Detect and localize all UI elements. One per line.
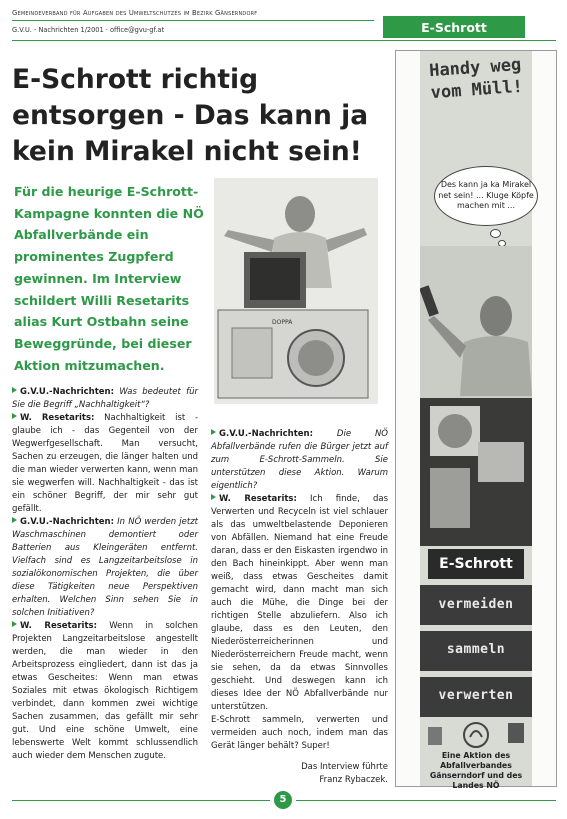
bullet-triangle-icon bbox=[211, 494, 216, 500]
speech-bubble: Des kann ja ka Mirakel net sein! ... Kluge Köpfe machen mit ... bbox=[434, 166, 538, 226]
section-tag: E-Schrott bbox=[383, 16, 525, 38]
bullet-triangle-icon bbox=[12, 413, 17, 419]
article-photo bbox=[214, 178, 378, 404]
poster-slogan bbox=[419, 53, 534, 105]
text-column-right bbox=[211, 428, 388, 787]
footer-line-left bbox=[12, 800, 270, 801]
header-divider bbox=[12, 20, 374, 21]
answer-text: Ich finde, das Verwerten und Recyceln ist viel schlauer als das umweltbelastende Deponieren von Abfällen. Niemand hat eine Freude daran, dass er den Eiskasten irgendwo in den Bach hineinkippt. Aber wenn man weiß, dass etwas Gescheites damit gemacht wird, dann macht man sich auch die Mühe, die Dinge bei der richtigen Stelle abzuliefern. Also ich glaube, dass es den Leuten, den Niederösterreicherinnen und Niederösterreichern Freude macht, wenn sie sehen, da da etwas Sinnvolles geschieht. Und deswegen kann ich dieses Idee der NÖ Abfallverbände nur unterstützen. bbox=[211, 494, 389, 712]
header-divider-bottom bbox=[12, 40, 556, 41]
noe-logo-icon bbox=[508, 723, 524, 743]
poster-man-illustration bbox=[420, 246, 532, 546]
answer-1 bbox=[12, 412, 198, 516]
page-number: 5 bbox=[274, 791, 292, 809]
speaker-name: W. Resetarits: bbox=[20, 413, 95, 423]
answer-2 bbox=[12, 620, 198, 763]
article-lead: Für die heurige E-Schrott-Kampagne konnten die NÖ Abfallverbände ein prominentes Zugpferd gewinnen. Im Interview schildert Willi Resetarits alias Kurt Ostbahn seine Beweggründe, bei dieser Aktion mitzumachen. bbox=[14, 184, 204, 373]
question-3 bbox=[211, 428, 388, 493]
speaker-name: W. Resetarits: bbox=[20, 621, 97, 631]
bullet-triangle-icon bbox=[12, 387, 17, 393]
campaign-poster bbox=[420, 51, 534, 790]
noe-crest-icon bbox=[428, 727, 442, 745]
campaign-footer: Eine Aktion des Abfallverbandes Gänserndorf und des Landes NÖ bbox=[429, 751, 523, 790]
bullet-triangle-icon bbox=[211, 429, 216, 435]
answer-text: Nachhaltigkeit ist - glaube ich - das Gegenteil von der Wegwerfgesellschaft. Man versucht, Sachen zu erzeugen, die länger halten und die man wieder verwerten kann, wenn man sie wegwerfen will. Nachhaltigkeit - das ist ein schöner Begriff, der mir sehr gut gefällt. bbox=[12, 413, 199, 514]
bullet-triangle-icon bbox=[12, 517, 17, 523]
speaker-name: W. Resetarits: bbox=[219, 494, 297, 504]
photo-illustration bbox=[214, 178, 378, 404]
question-text: In NÖ werden jetzt Waschmaschinen demontiert oder Batterien aus Kleingeräten entfernt. Vielfach sind es Langzeitarbeitslose in sozialökonomischen Projekten, die über diese Tätigkeiten neue Perspektiven erhalten. Welchen Sinn sehen Sie in solchen Initiativen? bbox=[12, 517, 198, 618]
interviewer-name: Franz Rybaczek. bbox=[319, 775, 388, 785]
question-1 bbox=[12, 386, 198, 412]
question-2 bbox=[12, 516, 198, 620]
bullet-triangle-icon bbox=[12, 621, 17, 627]
interview-credit: Das Interview führte bbox=[301, 762, 388, 772]
article-title: E-Schrott richtig entsorgen - Das kann ja kein Mirakel nicht sein! bbox=[12, 64, 369, 167]
answer-text: Wenn in solchen Projekten Langzeitarbeitslose angestellt werden, die man wieder in den Arbeitsprozess eingliedert, dann ist das ja etwas Gescheites: Wenn man etwas Soziales mit etwas ökologisch Richtigem verbindet, dann kommen zwei wichtige Sachen zusammen, das gefällt mir sehr gut. Und eine schöne Umwelt, eine lebenswerte Welt kommt schlussendlich auch wieder dem Menschen zugute. bbox=[12, 621, 198, 761]
header-organization: Gemeindeverband für Aufgaben des Umweltschutzes im Bezirk Gänserndorf bbox=[12, 9, 258, 17]
text-column-left bbox=[12, 386, 198, 763]
speaker-name: G.V.U.-Nachrichten: bbox=[20, 517, 114, 527]
footer-line-right bbox=[296, 800, 556, 801]
slogan-line-1: Handy weg bbox=[428, 54, 522, 82]
photo-brand-label: DOPPA bbox=[272, 319, 293, 326]
question-text: Die NÖ Abfallverbände rufen die Bürger jetzt auf zum E-Schrott-Sammeln. Sie unterstützen diese Aktion. Warum eigentlich? bbox=[211, 429, 388, 491]
verb-verwerten: verwerten bbox=[438, 688, 514, 703]
verb-vermeiden: vermeiden bbox=[438, 597, 514, 612]
slogan-line-2: vom Müll! bbox=[430, 76, 524, 104]
thought-dot bbox=[490, 229, 501, 238]
campaign-sidebar bbox=[395, 50, 557, 790]
answer-3 bbox=[211, 493, 388, 714]
gvu-logo-icon bbox=[464, 723, 488, 747]
answer-3-continued: E-Schrott sammeln, verwerten und vermeiden auch noch, indem man das Gerät länger behält? Super! bbox=[211, 715, 388, 751]
speaker-name: G.V.U.-Nachrichten: bbox=[219, 429, 313, 439]
question-text: Was bedeutet für Sie die Begriff „Nachhaltigkeit“? bbox=[12, 387, 199, 410]
verb-sammeln: sammeln bbox=[446, 642, 506, 657]
speaker-name: G.V.U.-Nachrichten: bbox=[20, 387, 114, 397]
partner-logos bbox=[428, 719, 524, 749]
e-schrott-logo: E-Schrott bbox=[428, 549, 524, 579]
header-issue-info: G.V.U. - Nachrichten 1/2001 · office@gvu-gf.at bbox=[12, 26, 165, 34]
